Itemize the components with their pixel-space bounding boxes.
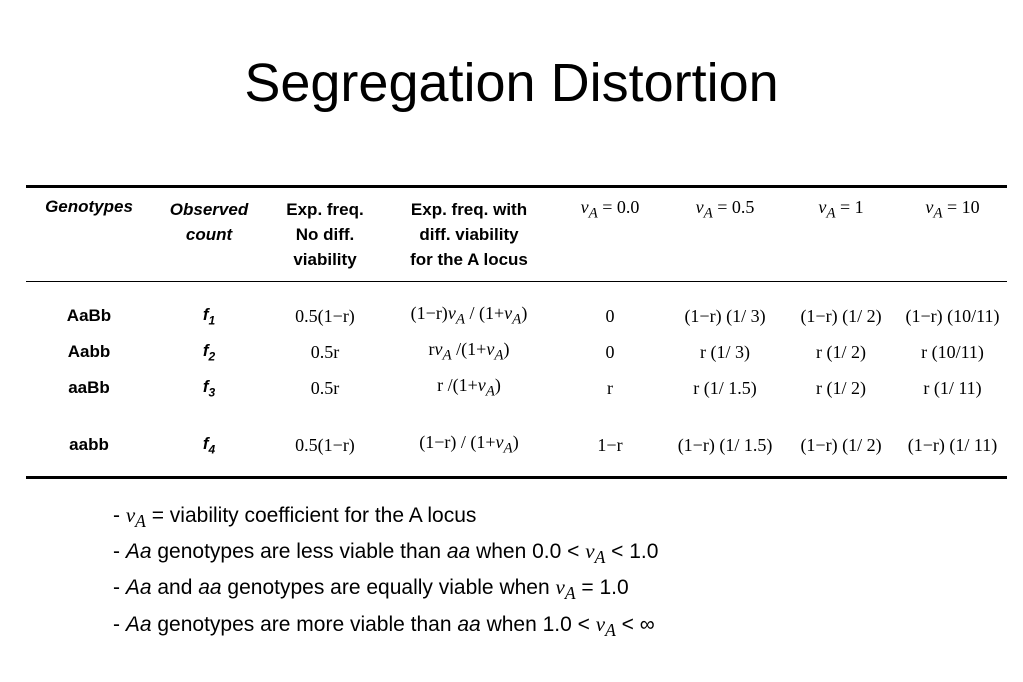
genotype-cell: AaBb [66, 306, 112, 325]
nu-05-cell: r (1/ 3) [700, 341, 750, 362]
header-expv-line3: for the A locus [410, 250, 528, 269]
header-expv-line2: diff. viability [419, 225, 519, 244]
exp-viability-cell: $(1-r) / (1+\nu_A)$ [419, 432, 519, 457]
header-observed-count [152, 187, 266, 282]
nu-10-cell: r (1/ 11) [923, 377, 982, 398]
header-exp-freq [266, 187, 384, 282]
exp-freq-cell: 0.5r [310, 377, 340, 398]
observed-cell: $f_4$ [202, 433, 216, 457]
observed-cell: $f_3$ [202, 376, 216, 400]
table-row [26, 334, 1007, 370]
genotype-cell: Aabb [67, 342, 111, 361]
header-exp-line3: viability [293, 250, 357, 269]
nu-0-cell: r [607, 377, 613, 398]
slide-title: Segregation Distortion [244, 53, 779, 113]
nu-1-cell: (1−r) (1/ 2) [800, 305, 882, 326]
notes-list [113, 500, 658, 645]
exp-viability-cell: $r\nu_A$ $/(1+\nu_A)$ [428, 339, 510, 364]
note-viability-coefficient: - $\nu_A$ = viability coefficient for the A locus [113, 503, 477, 532]
nu-0-cell: 1−r [597, 434, 623, 455]
nu-10-cell: (1−r) (1/ 11) [907, 434, 998, 455]
nu-05-cell: (1−r) (1/ 3) [684, 305, 766, 326]
nu-10-cell: (1−r) (10/11) [905, 305, 1000, 326]
nu-1-cell: r (1/ 2) [816, 377, 866, 398]
exp-viability-cell: $(1-r)\nu_A / (1+\nu_A)$ [410, 303, 528, 328]
header-observed-line1: Observed [169, 200, 249, 219]
genotype-frequency-table [26, 185, 1007, 479]
note-less-viable: - Aa genotypes are less viable than aa when $0.0 < \nu_A < 1.0$ [113, 539, 659, 568]
table-row [26, 370, 1007, 406]
observed-cell: $f_1$ [202, 304, 216, 328]
header-nu-10: $\nu_A = 10$ [925, 197, 980, 222]
nu-10-cell: r (10/11) [921, 341, 984, 362]
table-row [26, 282, 1007, 335]
nu-05-cell: r (1/ 1.5) [693, 377, 757, 398]
exp-freq-cell: 0.5(1−r) [295, 434, 355, 455]
genotype-cell: aabb [69, 435, 109, 454]
header-exp-line1: Exp. freq. [286, 200, 364, 219]
nu-1-cell: (1−r) (1/ 2) [800, 434, 882, 455]
nu-0-cell: 0 [605, 341, 615, 362]
nu-1-cell: r (1/ 2) [816, 341, 866, 362]
note-equally-viable: - Aa and aa genotypes are equally viable when $\nu_A = 1.0$ [113, 575, 629, 604]
observed-cell: $f_2$ [202, 340, 216, 364]
exp-freq-cell: 0.5r [310, 341, 340, 362]
header-nu-05: $\nu_A = 0.5$ [695, 197, 755, 222]
exp-freq-cell: 0.5(1−r) [295, 305, 355, 326]
header-expv-line1: Exp. freq. with [410, 200, 528, 219]
header-observed-line2: count [185, 225, 233, 244]
header-nu-0: $\nu_A = 0.0$ [580, 197, 640, 222]
table-header-row [26, 187, 1007, 282]
header-genotypes: Genotypes [45, 197, 133, 216]
header-nu-1: $\nu_A = 1$ [818, 197, 864, 222]
segregation-table [26, 185, 1007, 479]
note-more-viable: - Aa genotypes are more viable than aa when $1.0 < \nu_A$ < ∞ [113, 611, 655, 640]
nu-0-cell: 0 [605, 305, 615, 326]
genotype-cell: aaBb [68, 378, 110, 397]
nu-05-cell: (1−r) (1/ 1.5) [677, 434, 773, 455]
exp-viability-cell: r $/(1+\nu_A)$ [437, 375, 501, 400]
header-exp-freq-viability [384, 187, 554, 282]
table-row [26, 406, 1007, 478]
header-exp-line2: No diff. [295, 225, 355, 244]
